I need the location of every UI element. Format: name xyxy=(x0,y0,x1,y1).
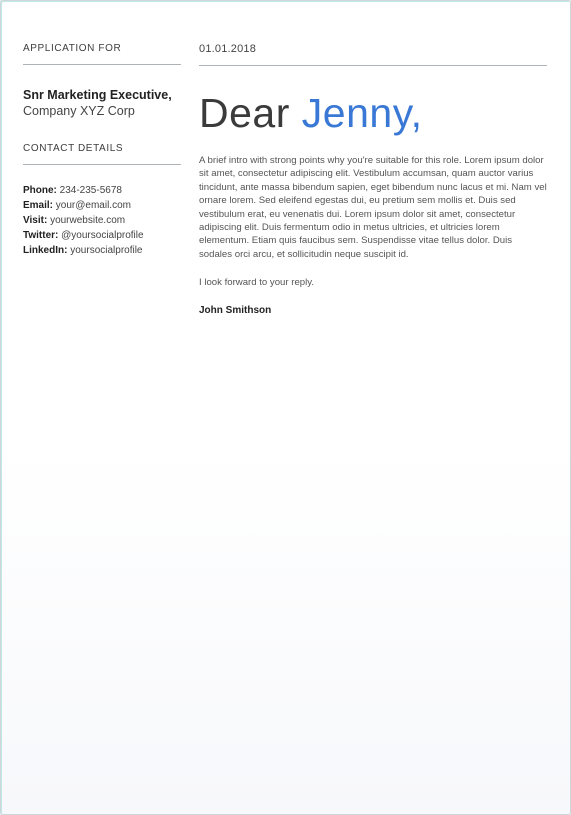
divider xyxy=(23,164,181,165)
contact-linkedin-value: yoursocialprofile xyxy=(70,245,143,256)
contact-website-value: yourwebsite.com xyxy=(50,215,126,226)
left-column xyxy=(23,43,181,258)
contact-linkedin-label: LinkedIn: xyxy=(23,245,68,256)
contact-email-label: Email: xyxy=(23,200,54,211)
contact-linkedin xyxy=(23,243,181,258)
contact-email xyxy=(23,198,181,213)
contact-website xyxy=(23,213,181,228)
contact-phone xyxy=(23,183,181,198)
greeting xyxy=(199,90,547,136)
contact-list xyxy=(23,183,181,258)
divider xyxy=(199,65,547,66)
divider xyxy=(23,64,181,65)
contact-twitter xyxy=(23,228,181,243)
job-title: Snr Marketing Executive, xyxy=(23,88,172,102)
contact-details-label: CONTACT DETAILS xyxy=(23,143,124,154)
letter-closing: I look forward to your reply. xyxy=(199,277,314,289)
contact-twitter-label: Twitter: xyxy=(23,230,59,241)
letter-signature: John Smithson xyxy=(199,305,272,317)
contact-website-label: Visit: xyxy=(23,215,48,226)
contact-twitter-value: @yoursocialprofile xyxy=(61,230,144,241)
application-label: APPLICATION FOR xyxy=(23,43,122,54)
greeting-prefix: Dear xyxy=(199,90,290,136)
company-name: Company XYZ Corp xyxy=(23,104,135,118)
greeting-name: Jenny, xyxy=(301,90,423,136)
letter-body: A brief intro with strong points why you're suitable for this role. Lorem ipsum dolor sit amet, consectetur adipiscing elit. Vestibulum accumsan, quam auctor varius tincidunt, ante massa bibendum sapien, eget bibendum nunc lacus et mi. Nam vel ornare lorem. Sed eleifend egestas dui, eu pretium sem mollis et. Duis sed vestibulum erat, eu venenatis dui. Lorem ipsum dolor sit amet, consectetur adipiscing elit. Duis fermentum odio in metus ultricies, et ultricies lorem elementum. Etiam quis faucibus sem. Suspendisse vitae tellus dolor. Duis sodales orci arcu, et sollicitudin neque suscipit id. xyxy=(199,155,547,260)
contact-phone-value: 234-235-5678 xyxy=(59,185,122,196)
right-column xyxy=(199,43,547,316)
contact-email-value: your@email.com xyxy=(55,200,131,211)
letter-date: 01.01.2018 xyxy=(199,43,257,55)
contact-phone-label: Phone: xyxy=(23,185,57,196)
